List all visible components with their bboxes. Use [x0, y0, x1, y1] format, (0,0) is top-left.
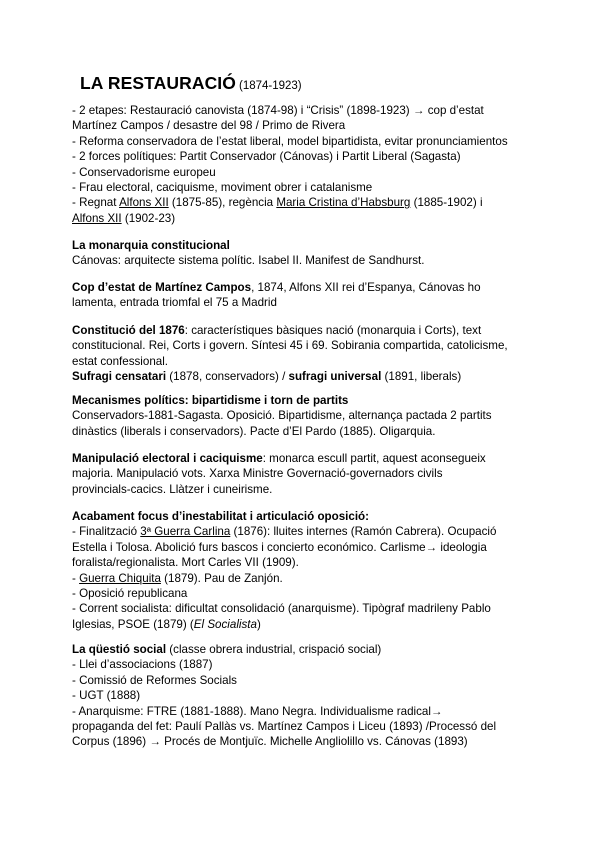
section-line: [72, 323, 532, 338]
section-line: Cánovas: arquitecte sistema polític. Isabel II. Manifest de Sandhurst.: [72, 254, 425, 268]
section-text: : monarca escull partit, aquest aconsegueix: [262, 452, 486, 465]
sufragi-censatari: Sufragi censatari: [72, 370, 167, 384]
section-line: lamenta, entrada triomfal el 75 a Madrid: [72, 296, 277, 310]
section-text: -: [72, 571, 80, 585]
section-line: [72, 369, 532, 384]
section-line: - Comissió de Reformes Socials: [72, 673, 237, 687]
intro-line: - 2 forces polítiques: Partit Conservador (Cánovas) i Partit Liberal (Sagasta): [72, 150, 461, 164]
section-line: [72, 642, 532, 657]
section-heading: Mecanismes polítics: bipartidisme i torn de partits: [72, 394, 349, 407]
section-text: (1876): lluites internes (Ramón Cabrera). Ocupació: [230, 525, 497, 539]
section-line: Corpus (1896) → Procés de Montjuïc. Michelle Angliolillo vs. Cánovas (1893): [72, 735, 468, 749]
section-text: ): [256, 617, 261, 631]
constitucio-section: [72, 323, 532, 385]
intro-line: - 2 etapes: Restauració canovista (1874-98) i “Crisis” (1898-1923) → cop d’estat: [72, 104, 484, 117]
guerra-carlina-link[interactable]: 3ª Guerra Carlina: [140, 525, 231, 539]
intro-text: - Regnat: [72, 196, 120, 210]
intro-line: - Conservadorisme europeu: [72, 165, 216, 179]
page-title: LA RESTAURACIÓ: [80, 73, 236, 93]
section-line: estat confessional.: [72, 354, 169, 368]
intro-text: (1885-1902) i: [410, 196, 483, 210]
section-text: (1891, liberals): [381, 370, 462, 384]
section-heading: La monarquia constitucional: [72, 239, 230, 252]
intro-line: - Frau electoral, caciquisme, moviment obrer i catalanisme: [72, 181, 373, 195]
section-text: (1879). Pau de Zanjón.: [160, 571, 283, 585]
guerra-chiquita-link[interactable]: Guerra Chiquita: [79, 571, 161, 585]
section-line: provincials-cacics. Llàtzer i cuneirisme.: [72, 482, 273, 496]
section-line: - Oposició republicana: [72, 587, 188, 601]
section-line: dinàstics (liberals i conservadors). Pacte d’El Pardo (1885). Oligarquia.: [72, 424, 436, 438]
el-socialista-title: El Socialista: [193, 617, 257, 631]
section-line: - Anarquisme: FTRE (1881-1888). Mano Negra. Individualisme radical→: [72, 704, 443, 718]
section-heading: La qüestió social: [72, 643, 167, 656]
title-line: [80, 73, 302, 94]
section-line: propaganda del fet: Paulí Pallàs vs. Martínez Campos i Liceu (1893) /Processó del: [72, 720, 497, 734]
intro-line: [72, 195, 532, 210]
section-line: - Llei d’associacions (1887): [72, 658, 213, 672]
sufragi-universal: sufragi universal: [288, 370, 382, 384]
section-line: foralista/regionalista. Mort Carles VII (1909).: [72, 556, 299, 570]
section-text: Iglesias, PSOE (1879) (: [72, 617, 194, 631]
section-text: - Finalització: [72, 525, 141, 539]
section-line: [72, 280, 532, 295]
section-text: : característiques bàsiques nació (monarquia i Corts), text: [184, 324, 482, 337]
section-line: [72, 571, 532, 586]
section-text: (classe obrera industrial, crispació social): [166, 643, 382, 656]
title-dates: (1874-1923): [238, 80, 302, 92]
section-heading: Constitució del 1876: [72, 324, 185, 337]
section-text: (1878, conservadors) /: [166, 370, 289, 384]
intro-line: - Reforma conservadora de l’estat liberal, model bipartidista, evitar pronunciamientos: [72, 134, 508, 148]
manipulacio-section: [72, 451, 532, 497]
section-line: Conservadors-1881-Sagasta. Oposició. Bipartidisme, alternança pactada 2 partits: [72, 409, 492, 423]
section-line: - Corrent socialista: dificultat consolidació (anarquisme). Tipògraf madrileny Pablo: [72, 602, 491, 616]
intro-section: [72, 103, 532, 226]
alfons-xii-link[interactable]: Alfons XII: [119, 196, 169, 210]
alfons-xiii-link[interactable]: Alfons XII: [72, 211, 122, 225]
mecanismes-section: [72, 393, 532, 439]
questio-section: [72, 642, 532, 750]
section-heading: Acabament focus d’inestabilitat i articulació oposició:: [72, 510, 369, 523]
section-heading: Cop d’estat de Martínez Campos: [72, 281, 252, 294]
section-heading: Manipulació electoral i caciquisme: [72, 452, 263, 465]
intro-text: (1875-85), regència: [168, 196, 277, 210]
section-line: [72, 617, 532, 632]
section-line: majoria. Manipulació vots. Xarxa Ministre Governació-governadors civils: [72, 467, 443, 481]
intro-line: [72, 211, 532, 226]
section-line: - UGT (1888): [72, 689, 141, 703]
maria-cristina-link[interactable]: Maria Cristina d’Habsburg: [276, 196, 411, 210]
acabament-section: [72, 509, 532, 632]
monarquia-section: [72, 238, 532, 269]
intro-line: Martínez Campos / desastre del 98 / Primo de Rivera: [72, 119, 346, 133]
section-line: [72, 524, 532, 539]
section-line: [72, 451, 532, 466]
section-line: constitucional. Rei, Corts i govern. Síntesi 45 i 69. Sobirania compartida, catolicisme,: [72, 339, 508, 353]
section-line: Estella i Tolosa. Abolició furs bascos i concierto económico. Carlisme→ ideologia: [72, 540, 487, 554]
section-text: , 1874, Alfons XII rei d’Espanya, Cánovas ho: [251, 281, 481, 294]
cop-section: [72, 280, 532, 311]
intro-text: (1902-23): [121, 211, 176, 225]
